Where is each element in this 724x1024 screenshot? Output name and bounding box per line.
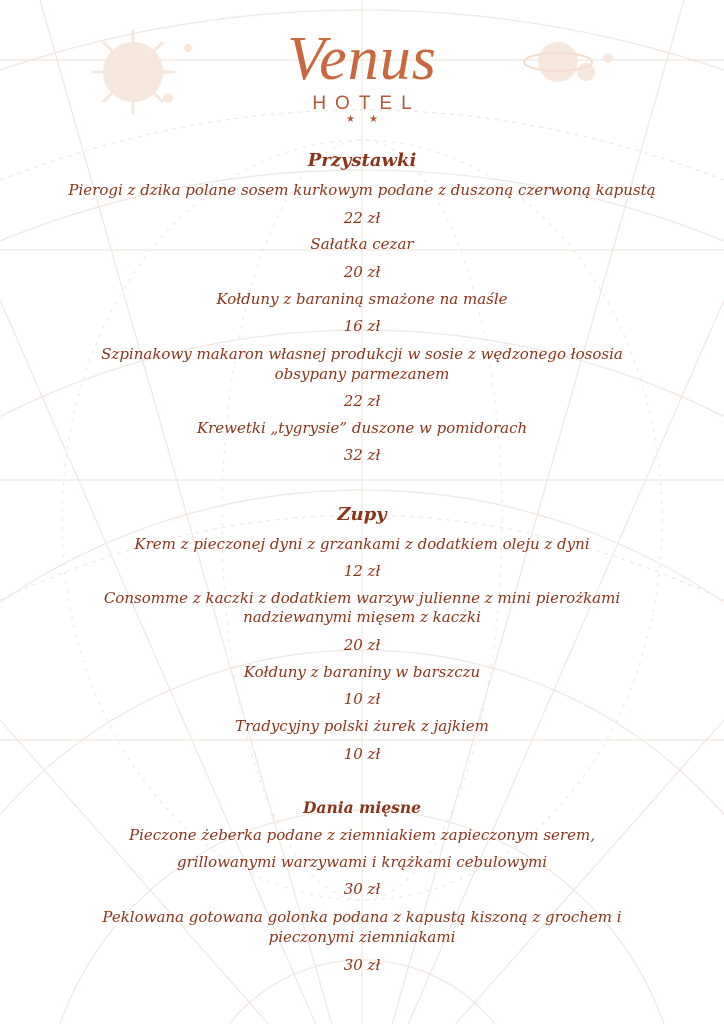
section-title-soups: Zupy [337,504,387,525]
menu-item-name: Pieczone żeberka podane z ziemniakiem zapieczonym serem, [129,826,595,844]
menu-item-name: Krewetki „tygrysie” duszone w pomidorach [196,419,528,437]
section-title-meat: Dania mięsne [302,798,422,817]
logo-subtitle: HOTEL [312,93,421,114]
menu-item-name: obsypany parmezanem [274,365,450,383]
menu-item-price: 22 zł [343,209,381,227]
menu-item-name: Pierogi z dzika polane sosem kurkowym podane z duszoną czerwoną kapustą [68,181,656,199]
menu-item-name: grillowanymi warzywami i krążkami cebulowymi [177,853,547,871]
menu-item-name: Tradycyjny polski żurek z jajkiem [235,717,489,735]
menu-item-name: Kołduny z baraniną smażone na maśle [216,290,508,308]
menu-item-name: Peklowana gotowana golonka podana z kapustą kiszoną z grochem i [102,908,622,926]
menu-item-name: pieczonymi ziemniakami [268,928,456,946]
menu-item-price: 32 zł [343,446,381,464]
menu-item-price: 10 zł [343,745,381,763]
menu-item-name: Szpinakowy makaron własnej produkcji w sosie z wędzonego łososia [101,345,623,363]
menu-item-name: Sałatka cezar [310,235,414,253]
menu-item-name: Consomme z kaczki z dodatkiem warzyw julienne z mini pierożkami [103,589,621,607]
menu-item-price: 10 zł [343,690,381,708]
menu-item-name: Krem z pieczonej dyni z grzankami z dodatkiem oleju z dyni [134,535,590,553]
menu-item-price: 16 zł [343,317,381,335]
menu-item-price: 20 zł [343,263,381,281]
menu-item-price: 22 zł [343,392,381,410]
menu-item-price: 30 zł [343,880,381,898]
menu-item-price: 20 zł [343,636,381,654]
section-title-appetizers: Przystawki [307,150,417,171]
menu-item-price: 12 zł [343,562,381,580]
menu-item-name: nadziewanymi mięsem z kaczki [243,608,481,626]
menu-item-price: 30 zł [343,956,381,974]
menu-item-name: Kołduny z baraniny w barszczu [243,663,481,681]
star-rating-icon: ★★ [346,114,392,125]
logo-wordmark: Venus [287,25,437,93]
